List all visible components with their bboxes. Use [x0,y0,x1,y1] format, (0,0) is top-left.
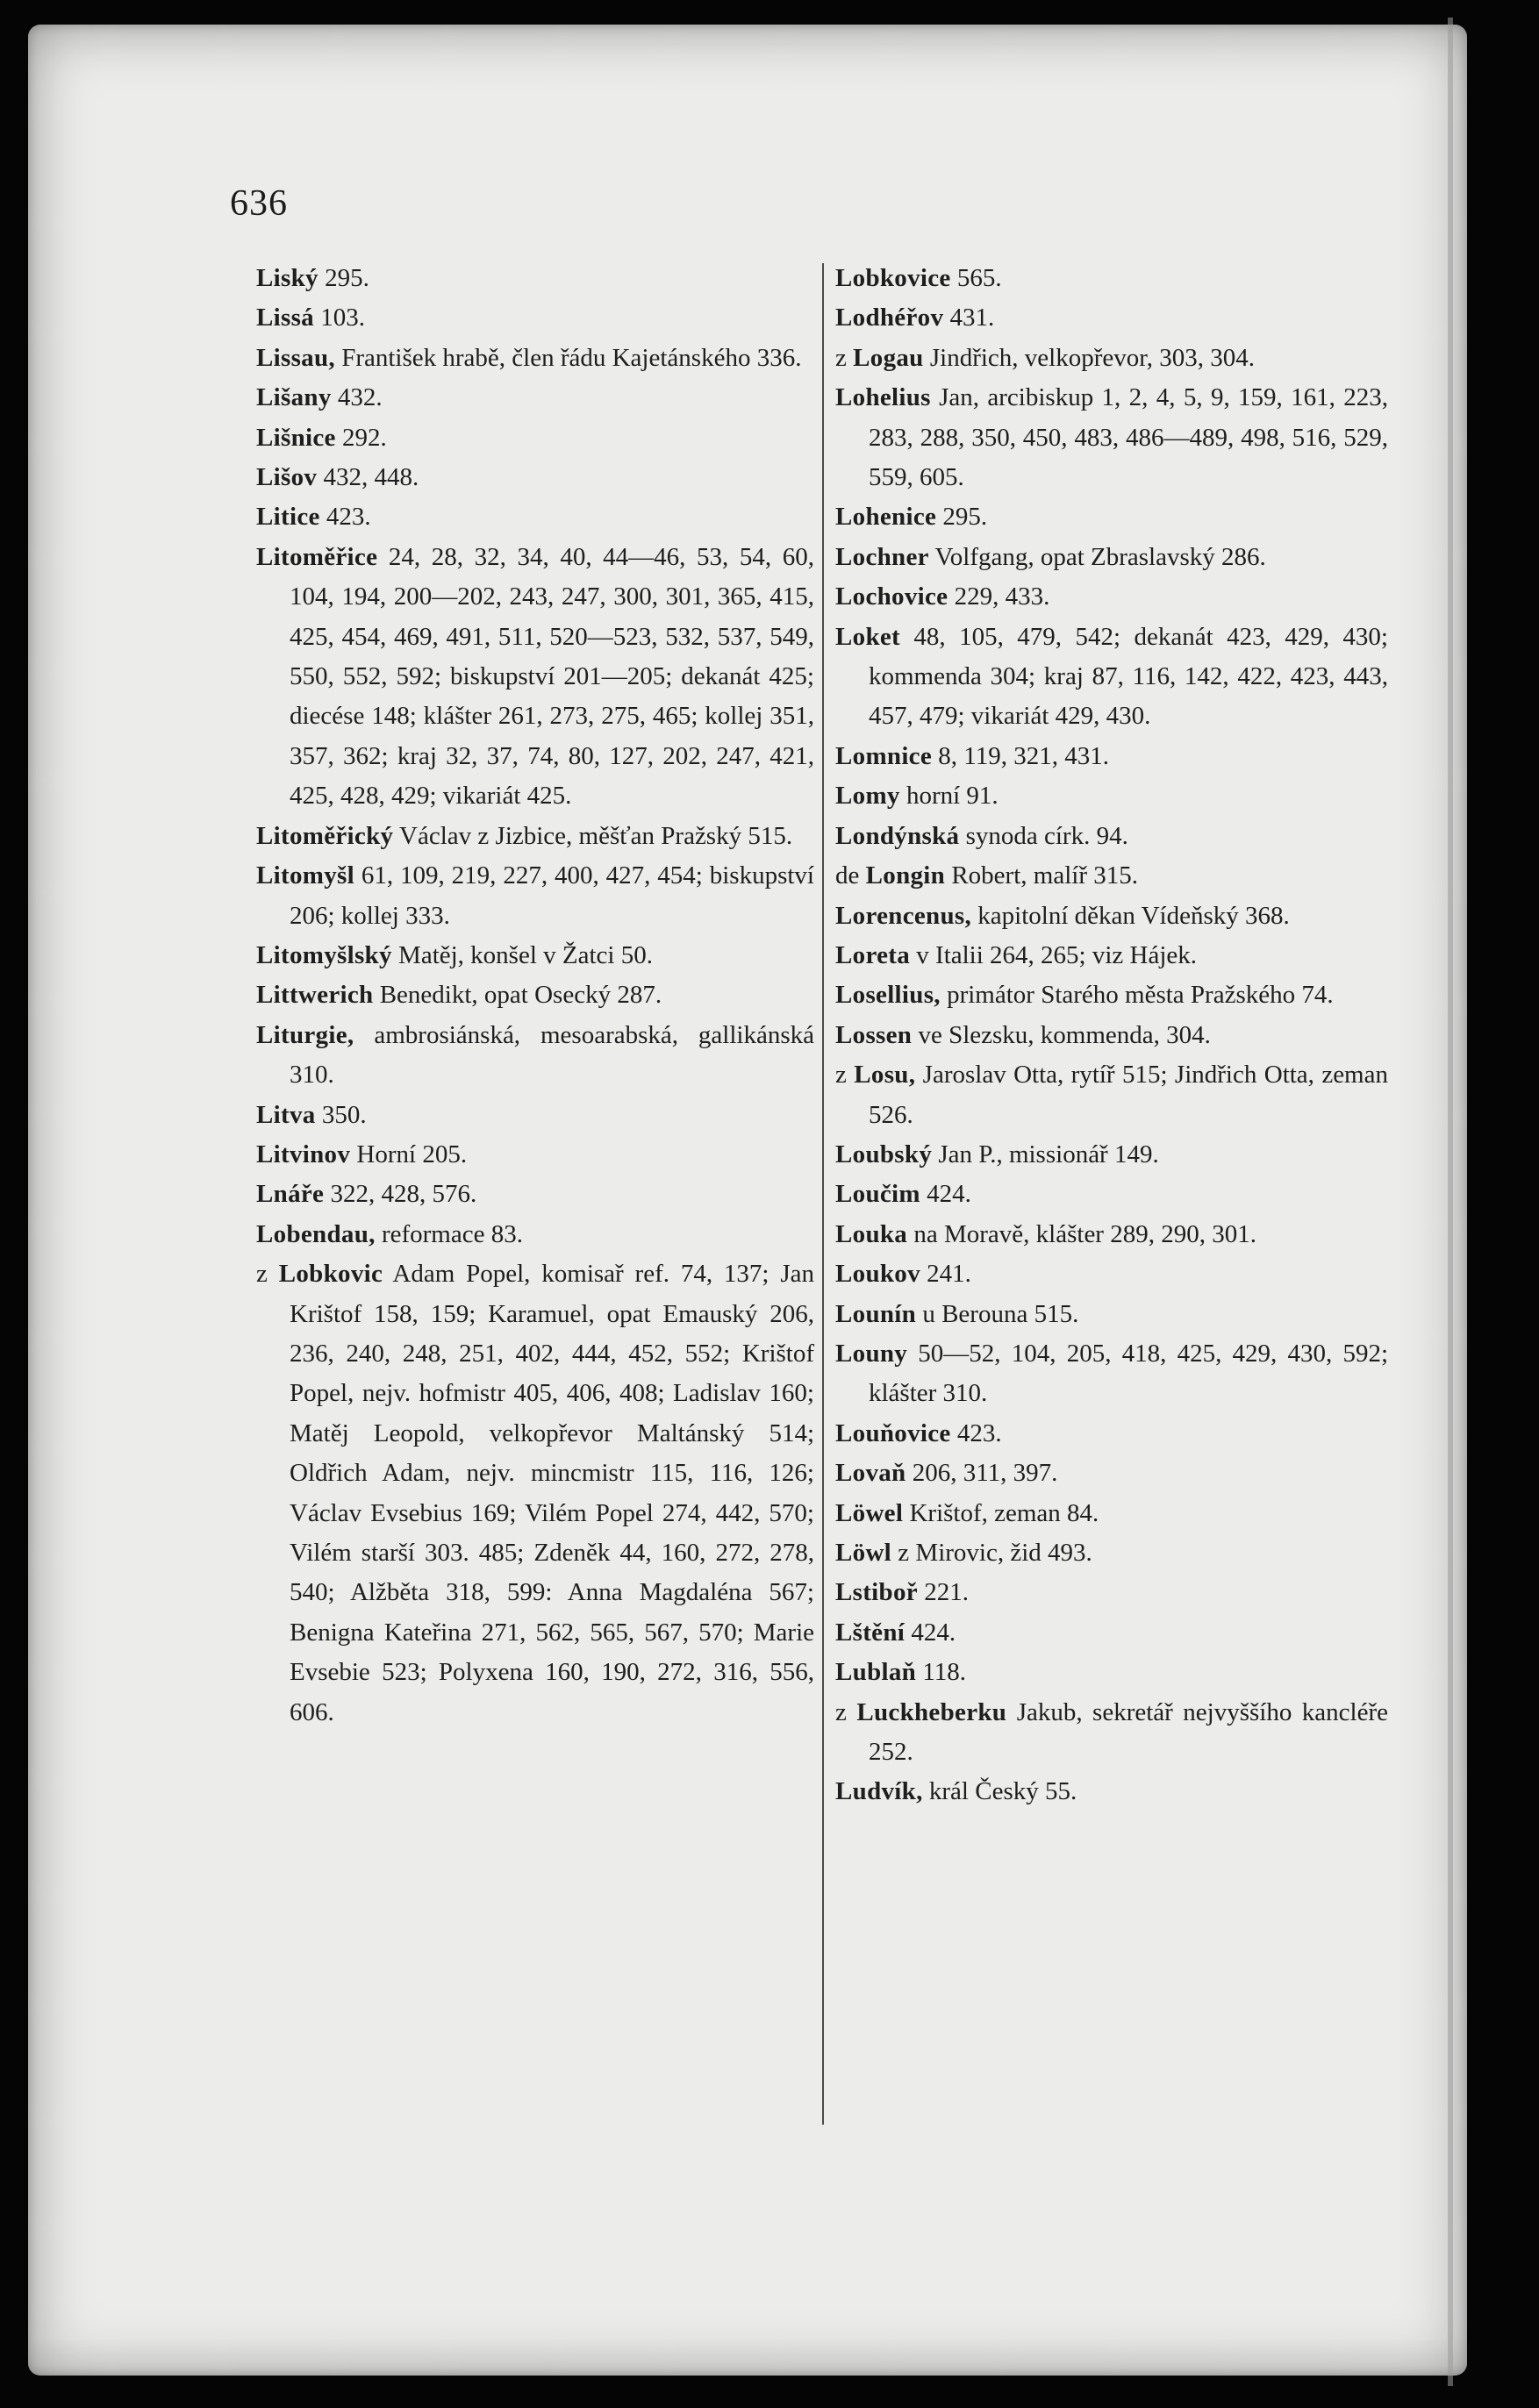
entry-headword: Lublaň [835,1658,917,1687]
entry-headword: Liský [256,264,319,292]
entry-headword: Lissau, [256,343,335,372]
entry-references: na Moravě, klášter 289, 290, 301. [907,1219,1256,1248]
entry-references: král Český 55. [922,1777,1077,1806]
index-entry [835,298,1388,338]
entry-headword: Loket [835,622,900,651]
entry-headword: Logau [853,343,924,372]
page-edge-shadow [1448,18,1453,2386]
entry-references: u Berouna 515. [916,1299,1079,1328]
index-entry [835,1693,1388,1773]
index-entry [835,1334,1388,1414]
entry-references: 322, 428, 576. [324,1180,477,1209]
entry-headword: Loreta [835,940,911,969]
entry-references: 350. [315,1100,367,1129]
index-entry [256,1096,814,1135]
entry-headword: Lohenice [835,503,937,532]
index-entry [835,618,1388,737]
entry-references: Jan P., missionář 149. [932,1140,1159,1168]
index-entry [835,1175,1388,1214]
entry-references: ve Slezsku, kommenda, 304. [912,1020,1211,1049]
entry-headword: Littwerich [256,981,374,1010]
index-entry [835,1573,1388,1612]
index-entry [835,339,1388,378]
index-entry [835,1135,1388,1175]
entry-references: Jan, arcibiskup 1, 2, 4, 5, 9, 159, 161, 223, 283, 288, 350, 450, 483, 486—489, 498, 516, 529, 559, 605. [869,383,1388,492]
entry-references: Robert, malíř 315. [945,861,1138,890]
entry-references: 8, 119, 321, 431. [932,741,1109,770]
entry-prefix: de [835,861,866,890]
index-entry [256,298,814,338]
entry-headword: Lossen [835,1020,913,1049]
entry-headword: Litvinov [256,1140,351,1168]
index-entry [835,975,1388,1015]
index-entry [835,1772,1388,1811]
entry-headword: Loukov [835,1260,920,1289]
index-entry [256,497,814,537]
index-entry [835,577,1388,617]
entry-references: primátor Starého města Pražského 74. [940,981,1334,1010]
entry-references: z Mirovic, žid 493. [891,1539,1092,1567]
index-entry [256,339,814,378]
entry-headword: Lounín [835,1299,917,1328]
entry-references: 206, 311, 397. [906,1459,1058,1488]
entry-references: 431. [943,304,995,332]
entry-references: 24, 28, 32, 34, 40, 44—46, 53, 54, 60, 104, 194, 200—202, 243, 247, 300, 301, 365, 415, 425, 454, 469, 491, 511, 520—523, 532, 537, 549, 550, 552, 592; biskupství 201—205; dekanát 425; diecése 148; klášter 261, 273, 275, 465; kollej 351, 357, 362; kraj 32, 37, 74, 80, 127, 202, 247, 421, 425, 428, 429; vikariát 425. [290,542,814,811]
entry-headword: Litomyšlský [256,940,392,969]
entry-references: 423. [950,1418,1002,1447]
entry-headword: Litoměřice [256,542,378,571]
entry-headword: Lomnice [835,741,933,770]
entry-references: 565. [950,264,1002,292]
entry-references: 50—52, 104, 205, 418, 425, 429, 430, 592; klášter 310. [869,1339,1388,1408]
entry-references: 241. [920,1260,971,1289]
entry-references: Horní 205. [350,1140,468,1168]
entry-headword: Lorencenus, [835,901,972,930]
entry-headword: Lomy [835,782,900,811]
entry-headword: Lochovice [835,582,948,611]
entry-references: Benedikt, opat Osecký 287. [373,981,662,1010]
entry-references: Václav z Jizbice, měšťan Pražský 515. [393,821,793,850]
column-divider [822,263,824,2125]
index-entry [835,897,1388,936]
entry-references: horní 91. [899,782,999,811]
entry-headword: Lišov [256,463,318,492]
entry-references: Jaroslav Otta, rytíř 515; Jindřich Otta, zeman 526. [869,1061,1388,1129]
index-entry [256,1215,814,1254]
entry-references: 292. [335,423,387,452]
entry-references: František hrabě, člen řádu Kajetánského 336. [334,343,802,372]
index-entry [835,776,1388,816]
entry-headword: Luckheberku [856,1697,1007,1726]
entry-references: Jindřich, velkopřevor, 303, 304. [923,343,1255,372]
index-entry [835,1215,1388,1254]
entry-headword: Louka [835,1219,908,1248]
index-entry [835,378,1388,497]
entry-headword: Lobkovic [278,1260,383,1289]
index-entry [835,817,1388,856]
entry-headword: Lobkovice [835,264,951,292]
entry-references: 295. [936,503,988,532]
entry-references: Jakub, sekretář nejvyššího kancléře 252. [869,1697,1388,1767]
index-entry [835,1653,1388,1692]
entry-headword: Lnáře [256,1180,325,1209]
entry-headword: Liturgie, [256,1020,354,1049]
entry-headword: Löwl [835,1539,892,1567]
entry-references: synoda círk. 94. [959,821,1128,850]
index-entry [256,538,814,817]
entry-headword: Longin [865,861,946,890]
index-entry [835,1414,1388,1454]
index-entry [256,1175,814,1214]
entry-prefix: z [835,343,854,372]
index-entry [835,1494,1388,1533]
entry-headword: Lstiboř [835,1578,918,1607]
index-entry [256,458,814,497]
page-number: 636 [230,183,288,224]
index-entry [835,538,1388,577]
entry-headword: Lišnice [256,423,336,452]
index-column-right [835,259,1388,1812]
entry-references: v Italii 264, 265; viz Hájek. [910,940,1198,969]
entry-headword: Lohelius [835,383,931,412]
index-entry [835,1254,1388,1294]
entry-references: 48, 105, 479, 542; dekanát 423, 429, 430; kommenda 304; kraj 87, 116, 142, 422, 423, 443, 457, 479; vikariát 429, 430. [869,622,1388,731]
index-entry [835,936,1388,975]
entry-headword: Lišany [256,383,332,412]
entry-headword: Losu, [854,1061,916,1090]
entry-prefix: z [835,1697,857,1726]
index-entry [835,1533,1388,1573]
entry-references: 118. [916,1658,967,1687]
entry-headword: Loučim [835,1180,920,1209]
entry-headword: Litice [256,503,320,532]
index-entry [835,1454,1388,1493]
index-entry [835,1016,1388,1055]
index-entry [835,1613,1388,1653]
entry-headword: Loubský [835,1140,933,1168]
entry-references: ambrosiánská, mesoarabská, gallikánská 310. [290,1020,814,1090]
entry-headword: Lochner [835,542,929,571]
entry-references: Matěj, konšel v Žatci 50. [391,940,653,969]
index-entry [256,1254,814,1733]
index-entry [256,936,814,975]
entry-references: 221. [917,1578,969,1607]
index-entry [256,856,814,936]
entry-references: reformace 83. [375,1219,523,1248]
entry-references: 432, 448. [317,463,419,492]
entry-references: 424. [905,1618,956,1647]
entry-prefix: z [835,1061,855,1090]
entry-headword: Londýnská [835,821,960,850]
entry-headword: Lissá [256,304,314,332]
entry-headword: Litoměřický [256,821,394,850]
index-column-left [256,259,814,1733]
entry-references: 61, 109, 219, 227, 400, 427, 454; biskupství 206; kollej 333. [290,861,814,930]
entry-references: kapitolní děkan Vídeňský 368. [971,901,1290,930]
entry-headword: Lovaň [835,1459,906,1488]
entry-references: Volfgang, opat Zbraslavský 286. [928,542,1266,571]
entry-references: 295. [318,264,369,292]
index-entry [256,259,814,298]
entry-references: 103. [313,304,365,332]
entry-prefix: z [256,1260,279,1289]
index-entry [256,1016,814,1096]
entry-headword: Litomyšl [256,861,354,890]
entry-headword: Löwel [835,1498,904,1527]
entry-references: Adam Popel, komisař ref. 74, 137; Jan Krištof 158, 159; Karamuel, opat Emauský 206, 236, 240, 248, 251, 402, 444, 452, 552; Krištof Popel, nejv. hofmistr 405, 406, 408; Ladislav 160; Matěj Leopold, velkopřevor Maltánský 514; Oldřich Adam, nejv. mincmistr 115, 116, 126; Václav Evsebius 169; Vilém Popel 274, 442, 570; Vilém starší 303. 485; Zdeněk 44, 160, 272, 278, 540; Alžběta 318, 599: Anna Magdaléna 567; Benigna Kateřina 271, 562, 565, 567, 570; Marie Evsebie 523; Polyxena 160, 190, 272, 316, 556, 606. [290,1260,814,1726]
entry-references: 424. [920,1180,971,1209]
index-entry [835,737,1388,776]
index-entry [835,497,1388,537]
index-entry [835,259,1388,298]
entry-headword: Losellius, [835,981,941,1010]
entry-headword: Lodhéřov [835,304,944,332]
entry-headword: Louny [835,1339,908,1368]
index-entry [835,1295,1388,1334]
index-entry [835,1055,1388,1135]
entry-headword: Louňovice [835,1418,951,1447]
entry-references: 229, 433. [948,582,1050,611]
entry-references: Krištof, zeman 84. [903,1498,1099,1527]
entry-references: 423. [319,503,371,532]
index-entry [256,378,814,418]
index-entry [256,817,814,856]
index-entry [835,856,1388,896]
index-entry [256,418,814,458]
entry-headword: Ludvík, [835,1777,923,1806]
index-entry [256,975,814,1015]
entry-headword: Lštění [835,1618,906,1647]
entry-references: 432. [331,383,383,412]
entry-headword: Litva [256,1100,316,1129]
entry-headword: Lobendau, [256,1219,376,1248]
index-entry [256,1135,814,1175]
